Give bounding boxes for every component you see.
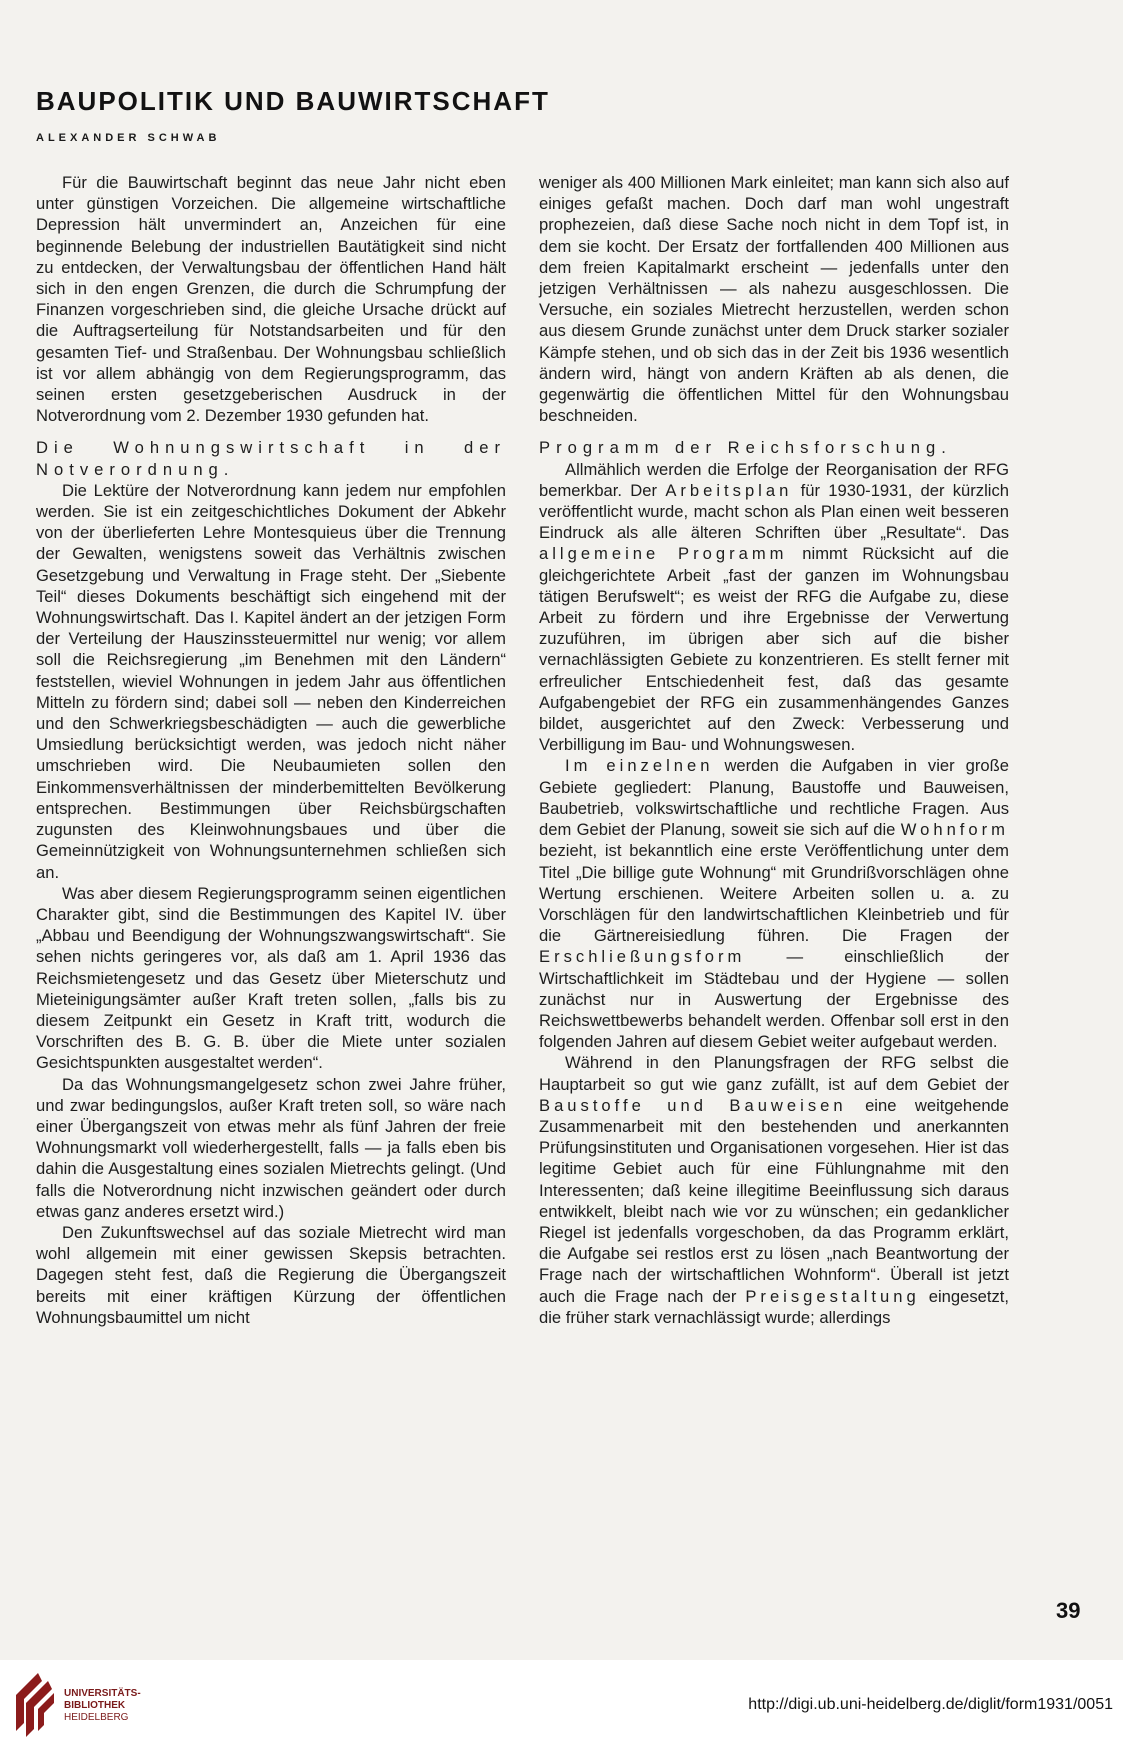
paragraph: Die Lektüre der Notverordnung kann jedem nur empfohlen werden. Sie ist ein zeitgeschichtliches Dokument der Abkehr von der überlieferten Lehre Montesquieus über die Trennung der Gewalten, wenigstens soweit das Verhältnis zwischen Gesetzgebung und Verwaltung in Frage steht. Der „Siebente Teil“ dieses Dokuments beschäftigt sich eingehend mit der Wohnungswirtschaft. Das I. Kapitel ändert an der jetzigen Form der Verteilung der Hauszinssteuermittel nur wenig; vor allem soll die Reichsregierung „im Benehmen mit den Ländern“ feststellen, wieviel Wohnungen in jedem Jahr aus öffentlichen Mitteln zu fördern sind; dabei soll — neben den Kinderreichen und den Schwerkriegsbeschädigten — auch die gewerbliche Umsiedlung berücksichtigt werden, was jedoch nicht näher umschrieben wird. Die Neubaumieten sollen den Einkommensverhältnissen der minderbemittelten Bevölkerung entsprechen. Bestimmungen über Reichsbürgschaften zugunsten des Kleinwohnungsbaues und über die Gemeinnützigkeit von Wohnungsunternehmen schließen sich an. [36, 480, 506, 882]
heidelberg-library-logo-icon [8, 1671, 56, 1737]
page-number: 39 [1056, 1598, 1081, 1623]
emphasis-text: Baustoffe und Bauweisen [539, 1095, 847, 1115]
library-name-line: UNIVERSITÄTS- [64, 1688, 141, 1699]
paragraph [539, 755, 1009, 1052]
text-run: Allmählich werden die Erfolge der Reorganisation der RFG bemerkbar. Der [539, 459, 1009, 500]
emphasis-text: Arbeitsplan [665, 480, 793, 500]
left-column [36, 172, 506, 1328]
text-run: eingesetzt, die früher stark vernachlässigt wurde; allerdings [539, 1286, 1009, 1327]
text-run: für 1930-1931, der kürzlich veröffentlicht wurde, macht schon als Plan einen weit besseren Eindruck als alle älteren Schriften über „Resultate“. Das [539, 480, 1009, 543]
paragraph: weniger als 400 Millionen Mark einleitet; man kann sich also auf einiges gefaßt machen. Doch darf man wohl ungestraft prophezeien, daß diese Sache noch nicht in dem Topf ist, in dem sie kocht. Der Ersatz der fortfallenden 400 Millionen aus dem freien Kapitalmarkt erscheint — jedenfalls unter den jetzigen Verhältnissen — als nahezu ausgeschlossen. Die Versuche, ein soziales Mietrecht herzustellen, werden schon aus diesem Grunde zunächst unter dem Druck starker sozialer Kämpfe stehen, und ob sich das in der Zeit bis 1936 wesentlich ändern wird, hängt von andern Kräften ab als denen, die gegenwärtig die öffentlichen Mittel für den Wohnungsbau beschneiden. [539, 173, 1009, 426]
paragraph: Den Zukunftswechsel auf das soziale Mietrecht wird man wohl allgemein mit einer gewissen Skepsis betrachten. Dagegen steht fest, daß die Regierung die Übergangszeit bereits mit einer kräftigen Kürzung der öffentlichen Wohnungsbaumittel um nicht [36, 1222, 506, 1327]
text-run: nimmt Rücksicht auf die gleichgerichtete Arbeit „fast der ganzen im Wohnungsbau tätigen Berufswelt“; es weist der RFG die Aufgabe zu, diese Arbeit zu fördern und ihre Ergebnisse der Verwertung zuzuführen, im übrigen aber sich auf die bisher vernachlässigten Gebiete zu konzentrieren. Es stellt ferner mit erfreulicher Entschiedenheit fest, daß das gesamte Aufgabengebiet der RFG ein zusammenhängendes Ganzes bildet, ausgerichtet auf den Zweck: Verbesserung und Verbilligung im Bau- und Wohnungswesen. [539, 544, 1009, 755]
library-name [64, 1688, 141, 1724]
text-run: Während in den Planungsfragen der RFG selbst die Hauptarbeit so gut wie ganz zufällt, ist auf dem Gebiet der [539, 1053, 1009, 1094]
emphasis-text: Preisgestaltung [745, 1286, 920, 1306]
library-name-line: BIBLIOTHEK [64, 1700, 126, 1711]
paragraph: Da das Wohnungsmangelgesetz schon zwei Jahre früher, und zwar bedingungslos, außer Kraft treten soll, so wäre nach einer Übergangszeit von etwas mehr als fünf Jahren der freie Wohnungsmarkt voll wiederhergestellt, falls — ja falls eben bis dahin die Ausgestaltung eines sozialen Mietrechts gelingt. (Und falls die Notverordnung nicht inzwischen geändert oder durch etwas ganz anderes ersetzt wird.) [36, 1074, 506, 1221]
section-heading: Programm der Reichsforschung. [539, 438, 952, 458]
article-title: BAUPOLITIK UND BAUWIRTSCHAFT [36, 86, 550, 116]
paragraph [539, 1052, 1009, 1328]
paragraph: Was aber diesem Regierungsprogramm seinen eigentlichen Charakter gibt, sind die Bestimmungen des Kapitel IV. über „Abbau und Beendigung der Wohnungszwangswirtschaft“. Sie sehen nichts geringeres vor, als daß am 1. April 1936 das Reichsmietengesetz und das Gesetz über Mieterschutz und Mieteinigungsämter außer Kraft treten sollen, „falls bis zu diesem Zeitpunkt ein Gesetz in Kraft tritt, wodurch die Vorschriften des B. G. B. über die Miete unter sozialen Gesichtspunkten ausgestaltet werden“. [36, 883, 506, 1073]
paragraph: Für die Bauwirtschaft beginnt das neue Jahr nicht eben unter günstigen Vorzeichen. Die allgemeine wirtschaftliche Depression hält unvermindert an, Anzeichen für eine beginnende Belebung der industriellen Bautätigkeit sind nicht zu entdecken, der Verwaltungsbau der öffentlichen Hand hält sich in den engen Grenzen, die durch die Schrumpfung der Finanzen vorgeschrieben sind, die gleiche Ursache drückt auf die Auftragserteilung für Notstandsarbeiten und für den gesamten Tief- und Straßenbau. Der Wohnungsbau schließlich ist vor allem abhängig von dem Regierungsprogramm, das seinen ersten gesetzgeberischen Ausdruck in der Notverordnung vom 2. Dezember 1930 gefunden hat. [36, 173, 506, 426]
emphasis-text: Im einzelnen [565, 756, 714, 776]
emphasis-text: Erschließungsform [539, 947, 746, 967]
emphasis-text: Wohnform [900, 820, 1009, 840]
paragraph [539, 459, 1009, 756]
text-run: bezieht, ist bekanntlich eine erste Veröffentlichung unter dem Titel „Die billige gute Wohnung“ mit Grundrißvorschlägen ohne Wertung erschienen. Weitere Arbeiten sollen u. a. zu Vorschlägen für den landwirtschaftlichen Kleinbetrieb und für die Gärtnereisiedlung führen. Die Fragen der [539, 841, 1009, 946]
text-run: werden die Aufgaben in vier große Gebiete gegliedert: Planung, Baustoffe und Bauweisen, Baubetrieb, volkswirtschaftliche und rechtliche Fragen. Aus dem Gebiet der Planung, soweit sie sich auf die [539, 756, 1009, 840]
emphasis-text: allgemeine Programm [539, 544, 788, 564]
article-author: ALEXANDER SCHWAB [36, 132, 221, 144]
text-run: — einschließlich der Wirtschaftlichkeit im Städtebau und der Hygiene — sollen zunächst nur in Auswertung der Ergebnisse des Reichswettbewerbs behandelt werden. Offenbar soll erst in den folgenden Jahren auf diesem Gebiet weiter aufgebaut werden. [539, 947, 1009, 1052]
footer-bar [0, 1660, 1123, 1749]
text-run: eine weitgehende Zusammenarbeit mit den bestehenden und anerkannten Prüfungsinstituten und Organisationen vorgesehen. Hier ist das legitime Gebiet auch für eine Fühlungnahme mit den Interessenten; daß keine illegitime Beeinflussung sich daraus entwikkelt, bleibt nach wie vor zu wünschen; ein gedanklicher Riegel ist jedenfalls vorgeschoben, da das Programm erklärt, die Aufgabe sei restlos erst zu lösen „nach Beantwortung der Frage nach der wirtschaftlichen Wohnform“. Überall ist jetzt auch die Frage nach der [539, 1095, 1009, 1306]
section-heading: Die Wohnungswirtschaft in der Notverordnung. [36, 438, 506, 479]
library-name-line: HEIDELBERG [64, 1712, 129, 1723]
right-column [539, 172, 1009, 1328]
source-url-link[interactable]: http://digi.ub.uni-heidelberg.de/diglit/form1931/0051 [748, 1696, 1113, 1713]
